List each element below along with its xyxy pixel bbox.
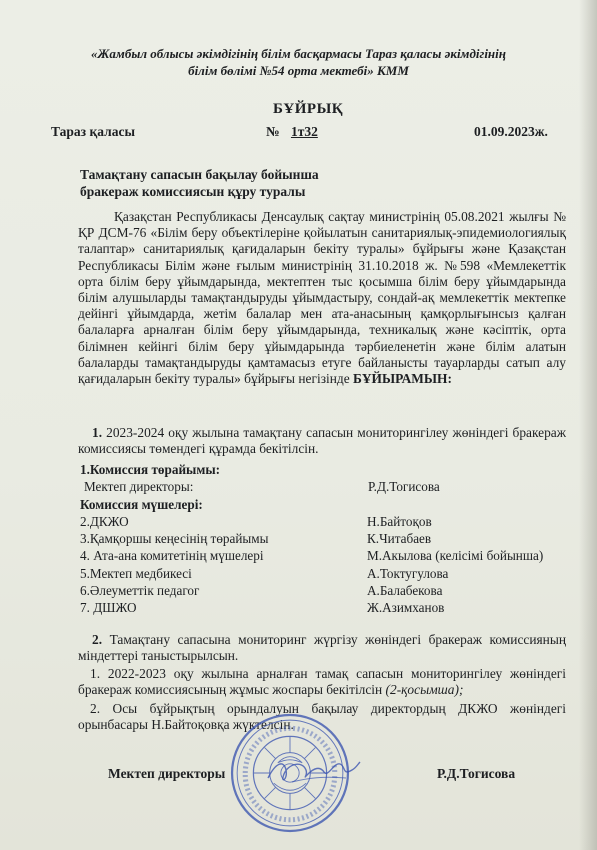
member-name: А.Балабекова xyxy=(367,583,443,598)
city: Тараз қаласы xyxy=(51,124,135,139)
sub-item-1-text: 1. 2022-2023 оқу жылына арналған тамақ сапасын мониторингілеу жөніндегі бракераж комиссиясының жұмыс жоспары бекітілсін xyxy=(78,666,566,698)
sub-item-2-text: 2. Осы бұйрықтың орындалуын бақылау директордың ДКЖО жөніндегі орынбасары Н.Байтоқовқа жүктелсін. xyxy=(78,701,566,733)
handwritten-signature-icon xyxy=(262,752,362,792)
item-1-paragraph xyxy=(78,425,566,457)
order-number-prefix: № xyxy=(266,124,280,139)
document-title: БҰЙРЫҚ xyxy=(273,101,344,117)
order-number xyxy=(266,124,353,140)
order-number-value: 1т32 xyxy=(290,124,318,139)
preamble-text: Қазақстан Республикасы Денсаулық сақтау министрінің 05.08.2021 жылғы № ҚР ДСМ-76 «Білім беру объектілеріне қойылатын санитариялық-эпидемиологиялық талаптар» санитариялық қағидаларын бекіту туралы» бұйрығы және Қазақстан Республикасы Білім және ғылым министрінің 31.10.2018 ж. №598 «Мемлекеттік орта білім беру ұйымдарында, мектептен тыс қосымша білім беру ұйымдарында білім алушыларды тамақтандыруды ұйымдастыру, сондай-ақ мемлекеттік мектепке дейінгі ұйымдарда, жетім балалар мен ата-анасының қамқорлығынсыз қалған балаларға арналған білім беру ұйымдарында, техникалық және кәсіптік, орта білімнен кейінгі білім беру ұйымдарында тәрбиеленетін және білім алатын балаларды тамақтандыруды қамтамасыз етуге байланысты тауарларды сатып алу қағидаларын бекіту туралы» бұйрығы негізінде xyxy=(78,209,566,387)
order-date: 01.09.2023ж. xyxy=(474,124,548,139)
member-name: А.Токтугулова xyxy=(367,566,449,581)
header-line-1: «Жамбыл облысы әкімдігінің білім басқармасы Тараз қаласы әкімдігінің xyxy=(91,46,506,61)
member-role: 7. ДШЖО xyxy=(80,600,137,615)
sub-item-1-paragraph xyxy=(78,666,566,698)
director-name: Р.Д.Тогисова xyxy=(437,766,516,781)
member-role: 5.Мектеп медбикесі xyxy=(80,566,192,581)
member-name: Ж.Азимханов xyxy=(367,600,445,615)
subject-line-2: бракераж комиссиясын құру туралы xyxy=(80,184,306,199)
member-name: К.Читабаев xyxy=(367,531,432,546)
header-line-2: білім бөлімі №54 орта мектебі» КММ xyxy=(188,63,409,78)
item-1-text: 2023-2024 оқу жылына тамақтану сапасын мониторингілеу жөніндегі бракераж комиссиясы төмендегі құрамда бекітілсін. xyxy=(78,425,566,457)
chair-name: Р.Д.Тогисова xyxy=(368,479,440,494)
director-title: Мектеп директоры xyxy=(108,766,226,781)
item-2-number: 2. xyxy=(92,632,103,647)
member-role: 4. Ата-ана комитетінің мүшелері xyxy=(80,548,264,563)
page-edge-shadow xyxy=(579,0,597,850)
chair-heading: 1.Комиссия төрайымы: xyxy=(80,462,221,477)
chair-role: Мектеп директоры: xyxy=(84,479,194,494)
member-name: Н.Байтоқов xyxy=(367,514,432,529)
subject-line-1: Тамақтану сапасын бақылау бойынша xyxy=(80,167,319,182)
sub-item-1-note: (2-қосымша); xyxy=(385,682,464,698)
order-word: БҰЙЫРАМЫН: xyxy=(353,371,452,387)
item-2-text: Тамақтану сапасына мониторинг жүргізу жөніндегі бракераж комиссияның міндеттері таныстырылсын. xyxy=(78,632,566,664)
item-1-number: 1. xyxy=(92,425,103,440)
preamble-paragraph xyxy=(78,209,566,387)
member-role: 2.ДКЖО xyxy=(80,514,129,529)
members-heading: Комиссия мүшелері: xyxy=(80,497,203,512)
item-2-paragraph xyxy=(78,632,566,664)
member-name: М.Акылова (келісімі бойынша) xyxy=(367,548,544,563)
member-role: 3.Қамқоршы кеңесінің төрайымы xyxy=(80,531,269,546)
member-role: 6.Әлеуметтік педагог xyxy=(80,583,200,598)
